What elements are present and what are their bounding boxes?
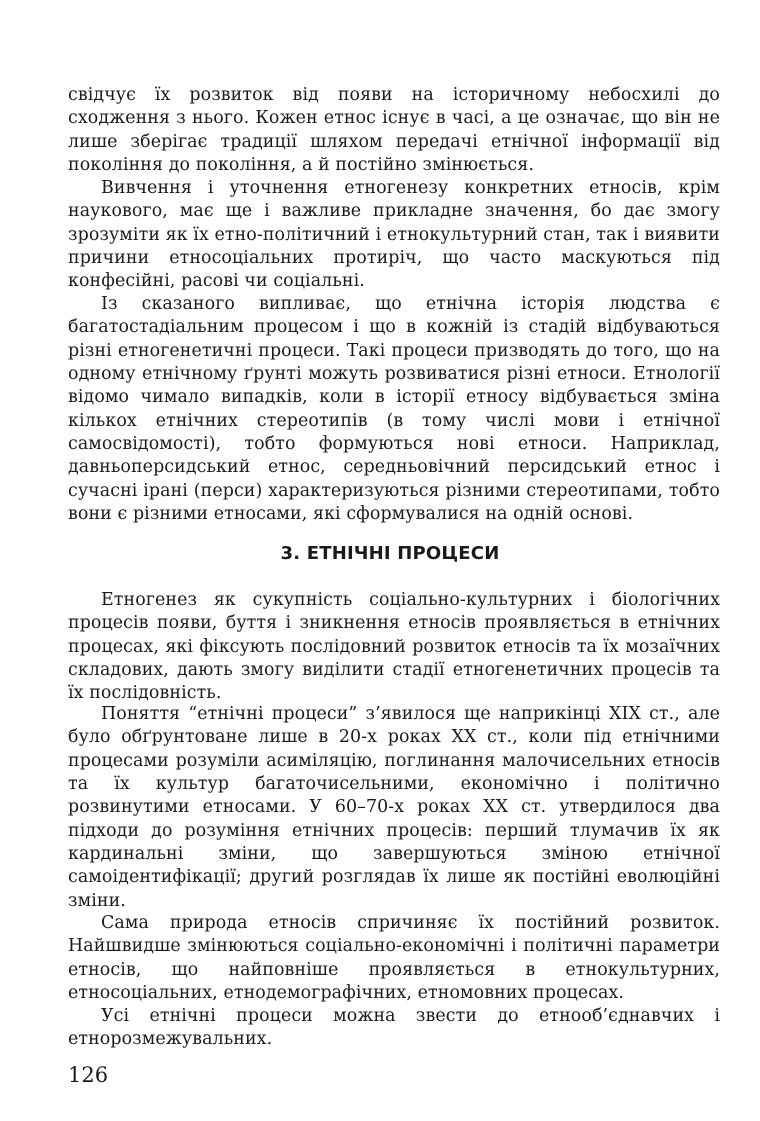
paragraph-ethnic-history: Із сказаного випливає, що етнічна історія людства є багатостадіальним процесом і що в кожній із стадій відбуваються різні етногенетичні процеси. Такі процеси призводять до того, що на одному етнічному ґрунті можуть розвиватися різні етноси. Етнології відомо чимало випадків, коли в історії етносу відбувається зміна кількох етнічних стереотипів (в тому числі мови і етнічної самосвідомості), тобто формуються нові етноси. Наприклад, давньоперсидський етнос, середньовічний персидський етнос і сучасні ірані (перси) характеризуються різними стереотипами, тобто вони є різними етносами, які сформувалися на одній основі.	[68, 294, 720, 525]
paragraph-ethnogenesis-study: Вивчення і уточнення етногенезу конкретних етносів, крім наукового, має ще і важливе прикладне значення, бо дає змогу зрозуміти як їх етно-політичний і етнокультурний стан, так і виявити причини етносоціальних протиріч, що часто маскуються під конфесійні, расові чи соціальні.	[68, 178, 720, 292]
paragraph-process-types: Усі етнічні процеси можна звести до етнооб’єднавчих і етнорозмежувальних.	[68, 1006, 720, 1050]
page-number: 126	[68, 1063, 109, 1087]
paragraph-nature-of-ethnos: Сама природа етносів спричиняє їх постійний розвиток. Найшвидше змінюються соціально-економічні і політичні параметри етносів, що найповніше проявляється в етнокультурних, етносоціальних, етнодемографічних, етномовних процесах.	[68, 913, 720, 1004]
paragraph-continuation: свідчує їх розвиток від появи на історичному небосхилі до сходження з нього. Кожен етнос існує в часі, а це означає, що він не лише зберігає традиції шляхом передачі етнічної інформації від покоління до покоління, а й постійно змінюється.	[68, 85, 720, 176]
paragraph-ethnogenesis-definition: Етногенез як сукупність соціально-культурних і біологічних процесів появи, буття і зникнення етносів проявляється в етнічних процесах, які фіксують послідовний розвиток етносів та їх мозаїчних складових, дають змогу виділити стадії етногенетичних процесів та їх послідовність.	[68, 590, 720, 704]
section-heading: 3. ЕТНІЧНІ ПРОЦЕСИ	[280, 543, 500, 564]
paragraph-concept-history: Поняття “етнічні процеси” з’явилося ще наприкінці XIX ст., але було обґрунтоване лише в 20-х роках XX ст., коли під етнічними процесами розуміли асиміляцію, поглинання малочисельних етносів та їх культур багаточисельними, економічно і політично розвинутими етносами. У 60–70-х роках XX ст. утвердилося два підходи до розуміння етнічних процесів: перший тлумачив їх як кардинальні зміни, що завершуються зміною етнічної самоідентифікації; другий розглядав їх лише як постійні еволюційні зміни.	[68, 704, 720, 911]
